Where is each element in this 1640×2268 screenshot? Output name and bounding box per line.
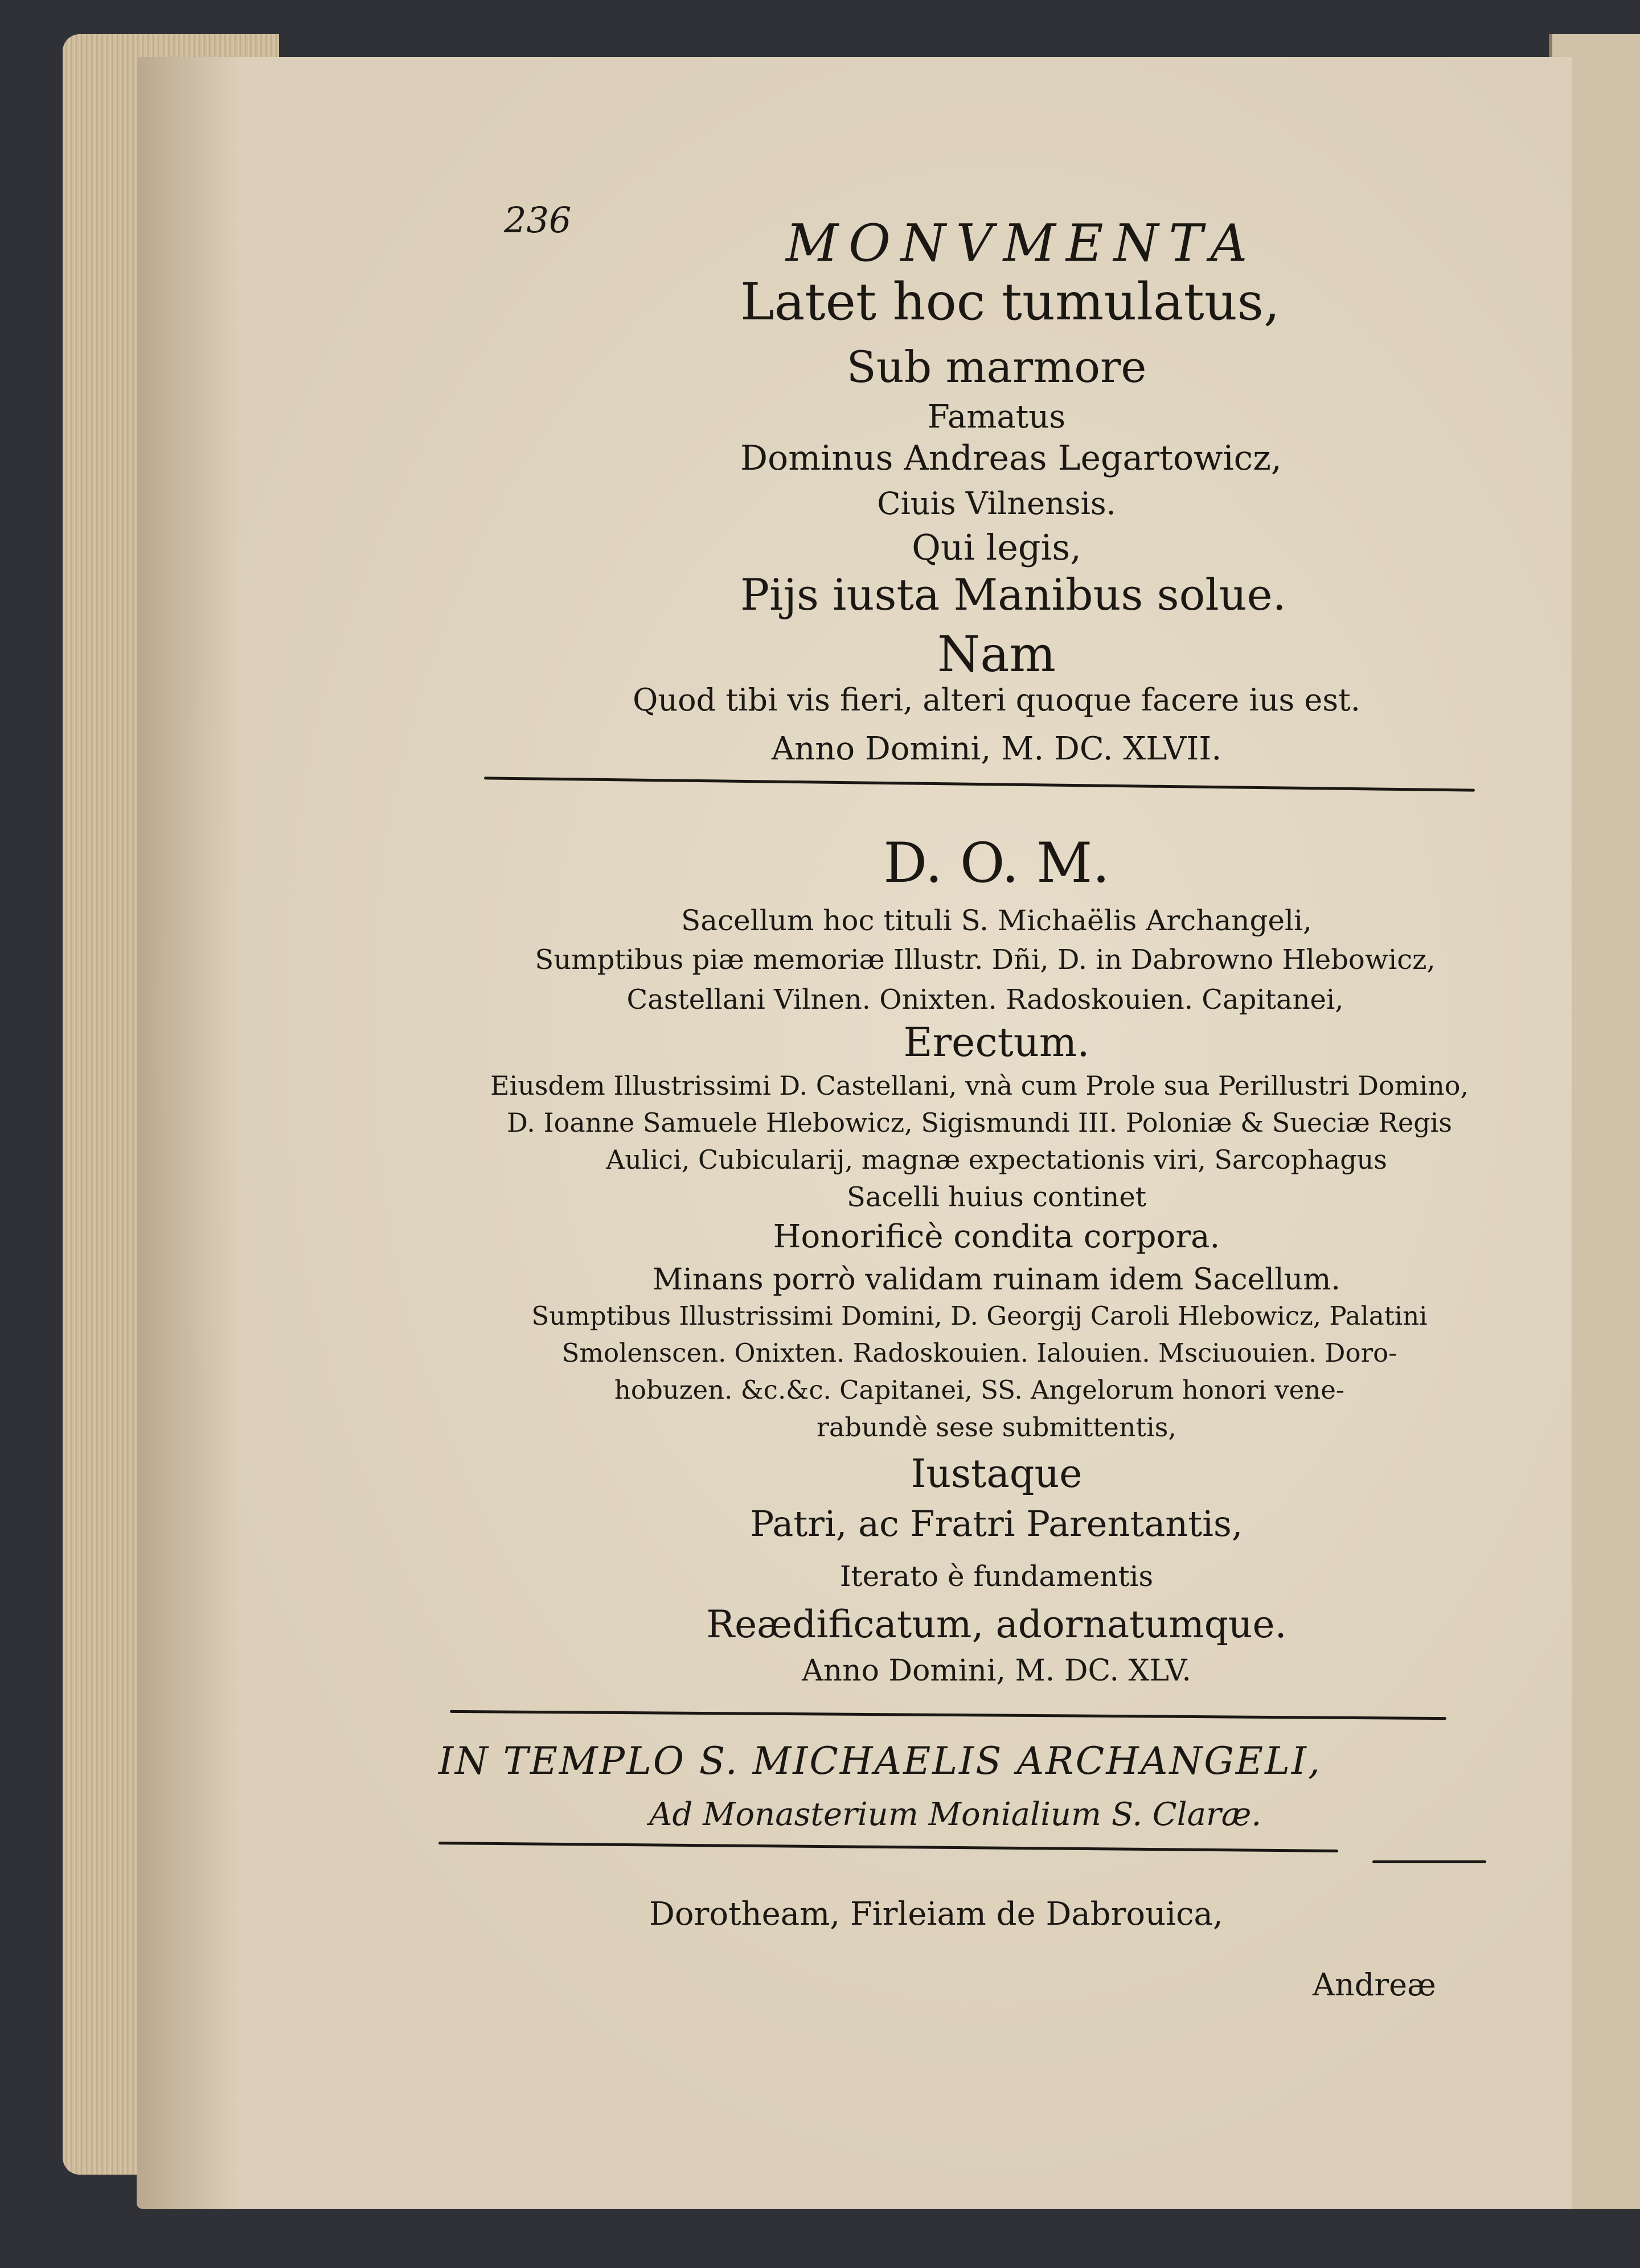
text-after-heading: Dorotheam, Firleiam de Dabrouica, [649, 1896, 1223, 1933]
inscription-line: Quod tibi vis fieri, alteri quoque facere ius est. [633, 682, 1360, 718]
inscription-line: Sumptibus Illustrissimi Domini, D. Georgij Caroli Hlebowicz, Palatini [531, 1301, 1428, 1331]
inscription-line: Patri, ac Fratri Parentantis, [750, 1503, 1243, 1544]
inscription-line: Castellani Vilnen. Onixten. Radoskouien. Capitanei, [626, 984, 1344, 1016]
inscription-line: Famatus [927, 398, 1066, 435]
inscription-line: Nam [937, 626, 1056, 683]
inscription-line: Reædificatum, adornatumque. [706, 1603, 1287, 1646]
divider-rule-short [1372, 1860, 1486, 1863]
inscription-line: Honorificè condita corpora. [773, 1218, 1220, 1255]
inscription-line: Sub marmore [846, 342, 1147, 392]
inscription-line: rabundè sese submittentis, [817, 1412, 1176, 1443]
inscription-line: Sacellum hoc tituli S. Michaëlis Archangeli, [681, 904, 1312, 937]
inscription-line: Pijs iusta Manibus solue. [740, 569, 1286, 620]
inscription-line: hobuzen. &c.&c. Capitanei, SS. Angelorum honori vene- [614, 1375, 1345, 1405]
inscription-line: Smolenscen. Onixten. Radoskouien. Ialouien. Msciuouien. Doro- [561, 1338, 1397, 1368]
section-heading-line-2: Ad Monasterium Monialium S. Claræ. [649, 1796, 1262, 1833]
inscription-line: Latet hoc tumulatus, [740, 272, 1280, 332]
inscription-line: Eiusdem Illustrissimi D. Castellani, vnà cum Prole sua Perillustri Domino, [490, 1070, 1469, 1101]
inscription-line: D. Ioanne Samuele Hlebowicz, Sigismundi III. Poloniæ & Sueciæ Regis [506, 1107, 1453, 1138]
inscription-line: Erectum. [903, 1019, 1090, 1066]
inscription-line: Iterato è fundamentis [839, 1560, 1154, 1593]
inscription-line: Anno Domini, M. DC. XLVII. [771, 730, 1222, 767]
inscription-line: Ciuis Vilnensis. [877, 486, 1116, 521]
catchword: Andreæ [1313, 1967, 1436, 2003]
inscription-line: Aulici, Cubicularij, magnæ expectationis viri, Sarcophagus [606, 1144, 1387, 1175]
inscription-line: Minans porrò validam ruinam idem Sacellum. [653, 1263, 1340, 1297]
running-head: MONVMENTA [786, 213, 1258, 273]
page-number: 236 [504, 199, 572, 241]
inscription-line: Sumptibus piæ memoriæ Illustr. Dñi, D. in Dabrowno Hlebowicz, [535, 944, 1436, 976]
inscription-line: Iustaque [911, 1452, 1083, 1497]
inscription-line: Qui legis, [912, 527, 1081, 568]
inscription-line: Sacelli huius continet [846, 1181, 1147, 1213]
inscription-heading: D. O. M. [883, 831, 1110, 895]
inscription-line: Anno Domini, M. DC. XLV. [802, 1654, 1191, 1688]
inscription-line: Dominus Andreas Legartowicz, [740, 438, 1282, 478]
section-heading-line-1: IN TEMPLO S. MICHAELIS ARCHANGELI, [438, 1739, 1322, 1783]
